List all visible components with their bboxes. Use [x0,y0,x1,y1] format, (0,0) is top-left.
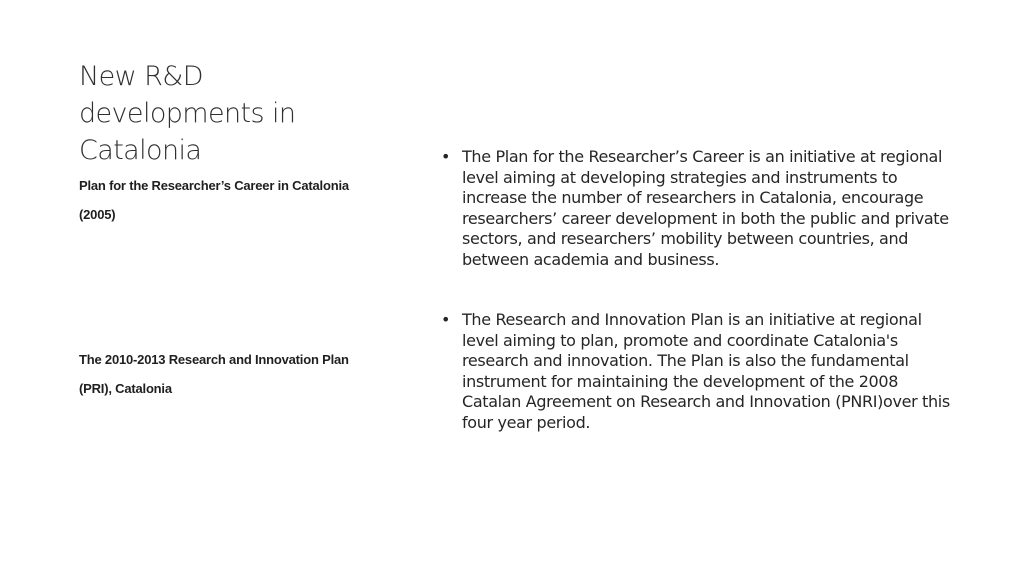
bullet-item [441,310,951,433]
subheading-researcher-career-plan: Plan for the Researcher’s Career in Catalonia (2005) [79,178,349,222]
slide-title: New R&D developments in Catalonia [79,61,296,166]
bullet-icon: • [441,310,451,329]
bullet-list [441,147,951,433]
bullet-icon: • [441,147,451,166]
subheading-research-innovation-plan: The 2010-2013 Research and Innovation Plan (PRI), Catalonia [79,352,349,396]
bullet-item [441,147,951,270]
bullet-text: The Research and Innovation Plan is an initiative at regional level aiming to plan, promote and coordinate Catalonia's research and innovation. The Plan is also the fundamental instrument for maintaining the development of the 2008 Catalan Agreement on Research and Innovation (PNRI)over this four year period. [462,310,950,432]
bullet-text: The Plan for the Researcher’s Career is an initiative at regional level aiming at developing strategies and instruments to increase the number of researchers in Catalonia, encourage researchers’ career development in both the public and private sectors, and researchers’ mobility between countries, and between academia and business. [462,147,949,269]
